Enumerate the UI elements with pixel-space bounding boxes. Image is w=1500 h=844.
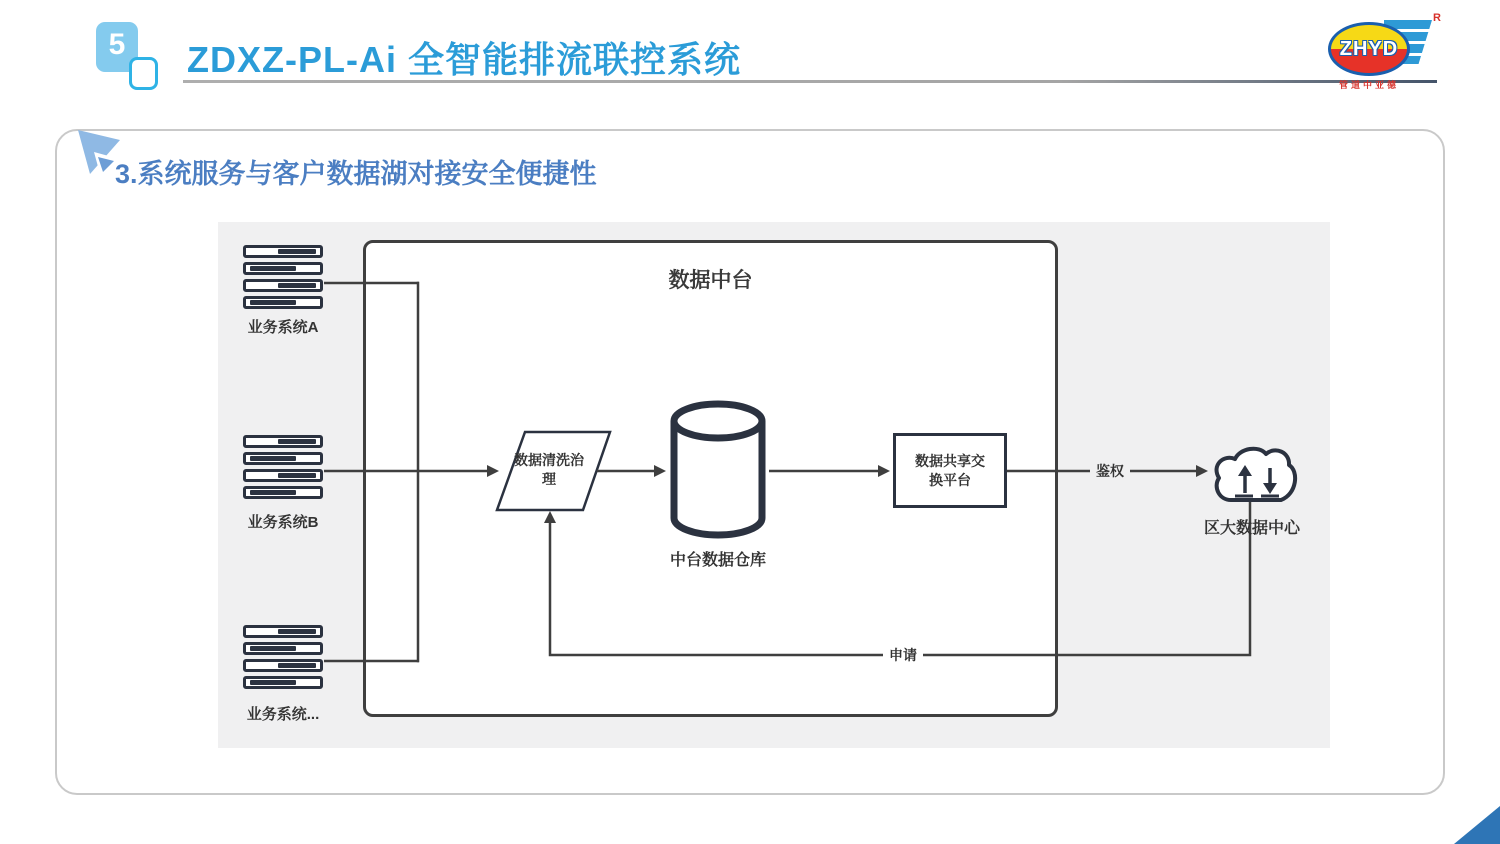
request-line-label: 申请 — [883, 646, 923, 664]
diagram-flow-lines — [218, 222, 1330, 748]
company-logo — [1326, 10, 1442, 90]
server-bar — [243, 469, 323, 482]
system-b-label: 业务系统B — [247, 514, 319, 531]
server-bar — [243, 245, 323, 258]
arrowhead-to-exchange-icon — [878, 465, 890, 477]
source-bus-lines — [324, 282, 488, 663]
server-stack-icon-a — [243, 245, 323, 313]
registered-trademark-icon: R — [1433, 12, 1441, 24]
arrowhead-to-warehouse-icon — [654, 465, 666, 477]
arrowhead-up-icon — [544, 511, 556, 523]
corner-triangle-decoration — [1454, 806, 1500, 844]
system-a-label: 业务系统A — [247, 319, 319, 336]
server-bar — [243, 642, 323, 655]
warehouse-label: 中台数据仓库 — [669, 552, 766, 569]
arrowhead-to-cleaning-icon — [487, 465, 499, 477]
server-stack-icon-more — [243, 625, 323, 693]
exchange-label-line1: 数据共享交 — [915, 452, 985, 469]
server-bar — [243, 262, 323, 275]
cloud-label: 区大数据中心 — [1203, 520, 1300, 537]
system-more-label: 业务系统... — [246, 706, 320, 723]
server-bar — [243, 279, 323, 292]
cloud-upload-download-icon — [1217, 449, 1296, 500]
data-platform-title: 数据中台 — [668, 269, 753, 292]
server-bar — [243, 676, 323, 689]
cleaning-label-line2: 理 — [542, 471, 556, 487]
section-title: 3.系统服务与客户数据湖对接安全便捷性 — [115, 159, 597, 189]
cleaning-node-label — [501, 451, 597, 489]
diagram-panel — [218, 222, 1330, 748]
logo-ellipse — [1328, 22, 1410, 76]
server-bar — [243, 486, 323, 499]
server-bar — [243, 452, 323, 465]
server-bar — [243, 659, 323, 672]
exchange-platform-box — [893, 433, 1007, 508]
server-bar — [243, 435, 323, 448]
arrowhead-to-cloud-icon — [1196, 465, 1208, 477]
server-bar — [243, 625, 323, 638]
badge-overlay-square — [129, 57, 158, 90]
cleaning-label-line1: 数据清洗治 — [514, 452, 584, 468]
title-underline — [183, 80, 1437, 83]
logo-tagline: 管道中亚德 — [1338, 80, 1399, 90]
slide-number: 5 — [108, 28, 126, 61]
page-title: ZDXZ-PL-Ai 全智能排流联控系统 — [187, 39, 741, 80]
server-bar — [243, 296, 323, 309]
database-cylinder-icon — [674, 404, 762, 535]
server-stack-icon-b — [243, 435, 323, 503]
exchange-label-line2: 换平台 — [929, 471, 971, 488]
logo-brand-text: ZHYD — [1339, 37, 1399, 60]
auth-line-label: 鉴权 — [1090, 462, 1130, 480]
request-return-line — [550, 498, 1250, 655]
